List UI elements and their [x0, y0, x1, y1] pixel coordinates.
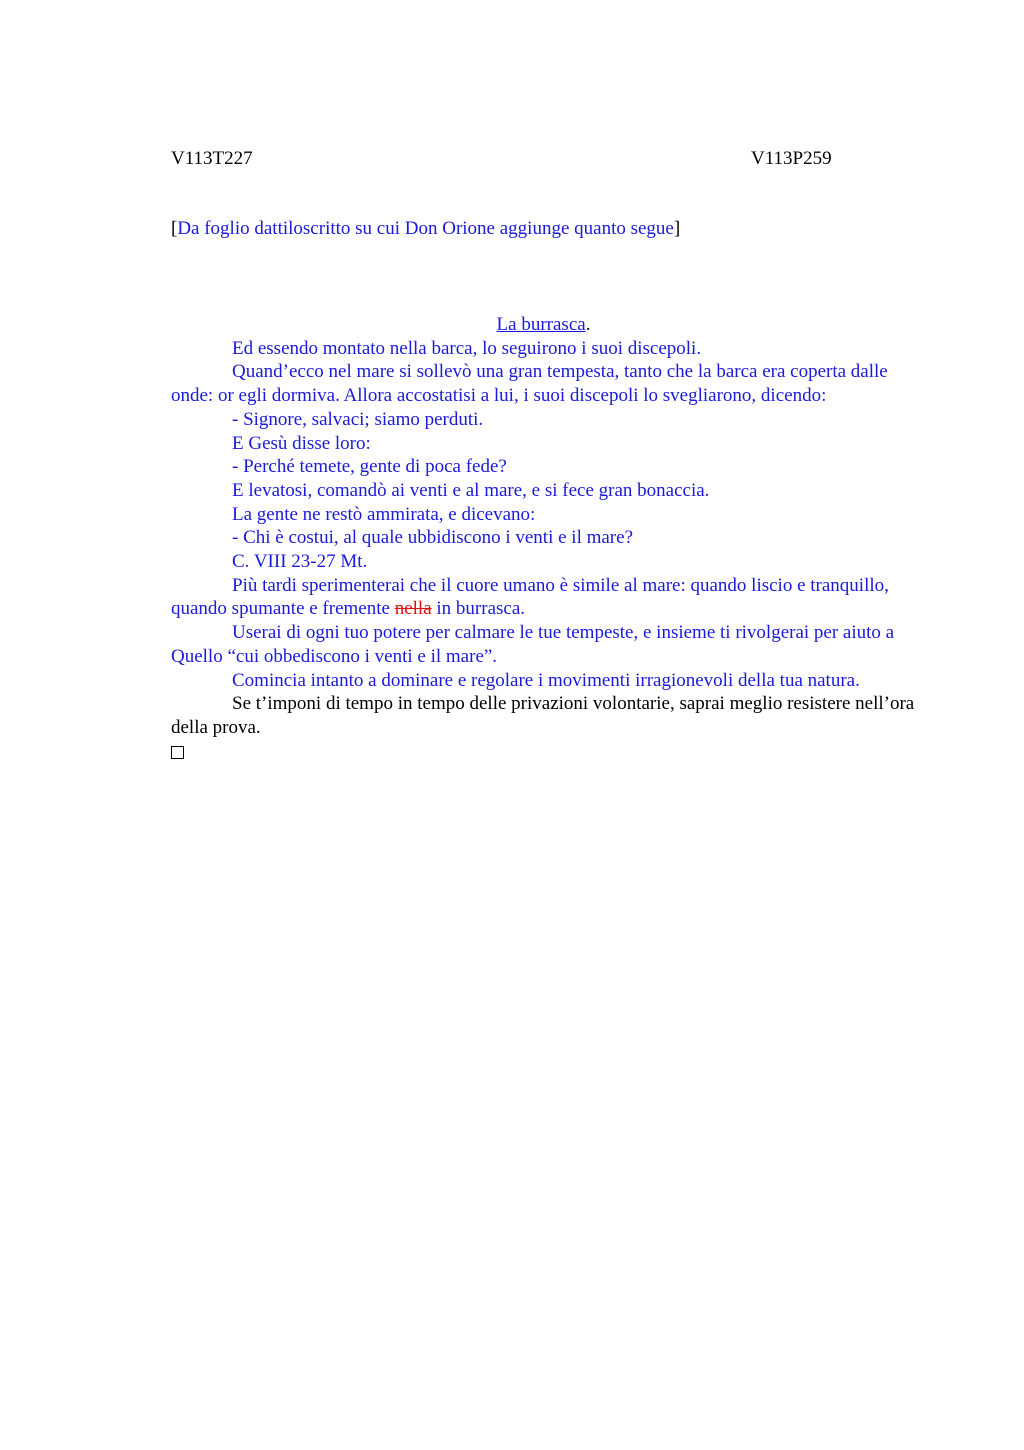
editorial-note — [171, 217, 680, 241]
paragraph-10-part-b: in burrasca. — [431, 598, 526, 620]
note-text: Da foglio dattiloscritto su cui Don Orione aggiunge quanto segue — [177, 218, 674, 239]
note-open-bracket: [ — [171, 218, 178, 239]
paragraph-10 — [171, 574, 916, 621]
paragraph-5: - Perché temete, gente di poca fede? — [232, 456, 507, 478]
paragraph-7: La gente ne restò ammirata, e dicevano: — [232, 503, 536, 525]
document-body — [171, 313, 916, 765]
paragraph-1: Ed essendo montato nella barca, lo seguirono i suoi discepoli. — [232, 337, 702, 359]
paragraph-4: E Gesù disse loro: — [232, 432, 371, 454]
paragraph-8: - Chi è costui, al quale ubbidiscono i venti e il mare? — [232, 527, 634, 549]
end-marker-line — [171, 740, 916, 766]
section-title-period: . — [585, 314, 591, 335]
paragraph-13: Se t’imponi di tempo in tempo delle privazioni volontarie, saprai meglio resistere nell’ora della prova. — [171, 693, 915, 738]
paragraph-6: E levatosi, comandò ai venti e al mare, e si fece gran bonaccia. — [232, 479, 710, 501]
header-right-code: V113P259 — [751, 148, 832, 169]
section-title-text: La burrasca — [496, 314, 586, 335]
end-of-text-box-icon — [171, 746, 184, 759]
paragraph-3: - Signore, salvaci; siamo perduti. — [232, 408, 484, 430]
paragraph-10-struck-word: nella — [394, 598, 432, 620]
section-title — [171, 313, 916, 337]
paragraph-9: C. VIII 23-27 Mt. — [232, 551, 368, 573]
paragraph-11: Userai di ogni tuo potere per calmare le tue tempeste, e insieme ti rivolgerai per aiuto a Quello “cui obbediscono i venti e il mare”. — [171, 622, 895, 667]
paragraph-2: Quand’ecco nel mare si sollevò una gran tempesta, tanto che la barca era coperta dalle onde: or egli dormiva. Allora accostatisi a lui, i suoi discepoli lo svegliarono, dicendo: — [171, 361, 888, 407]
paragraph-10-part-a: Più tardi sperimenterai che il cuore umano è simile al mare: quando liscio e tranquillo, quando spumante e fremente — [171, 574, 889, 620]
note-close-bracket: ] — [673, 218, 681, 239]
paragraph-12: Comincia intanto a dominare e regolare i movimenti irragionevoli della tua natura. — [232, 669, 860, 691]
header-left-code: V113T227 — [171, 148, 253, 169]
